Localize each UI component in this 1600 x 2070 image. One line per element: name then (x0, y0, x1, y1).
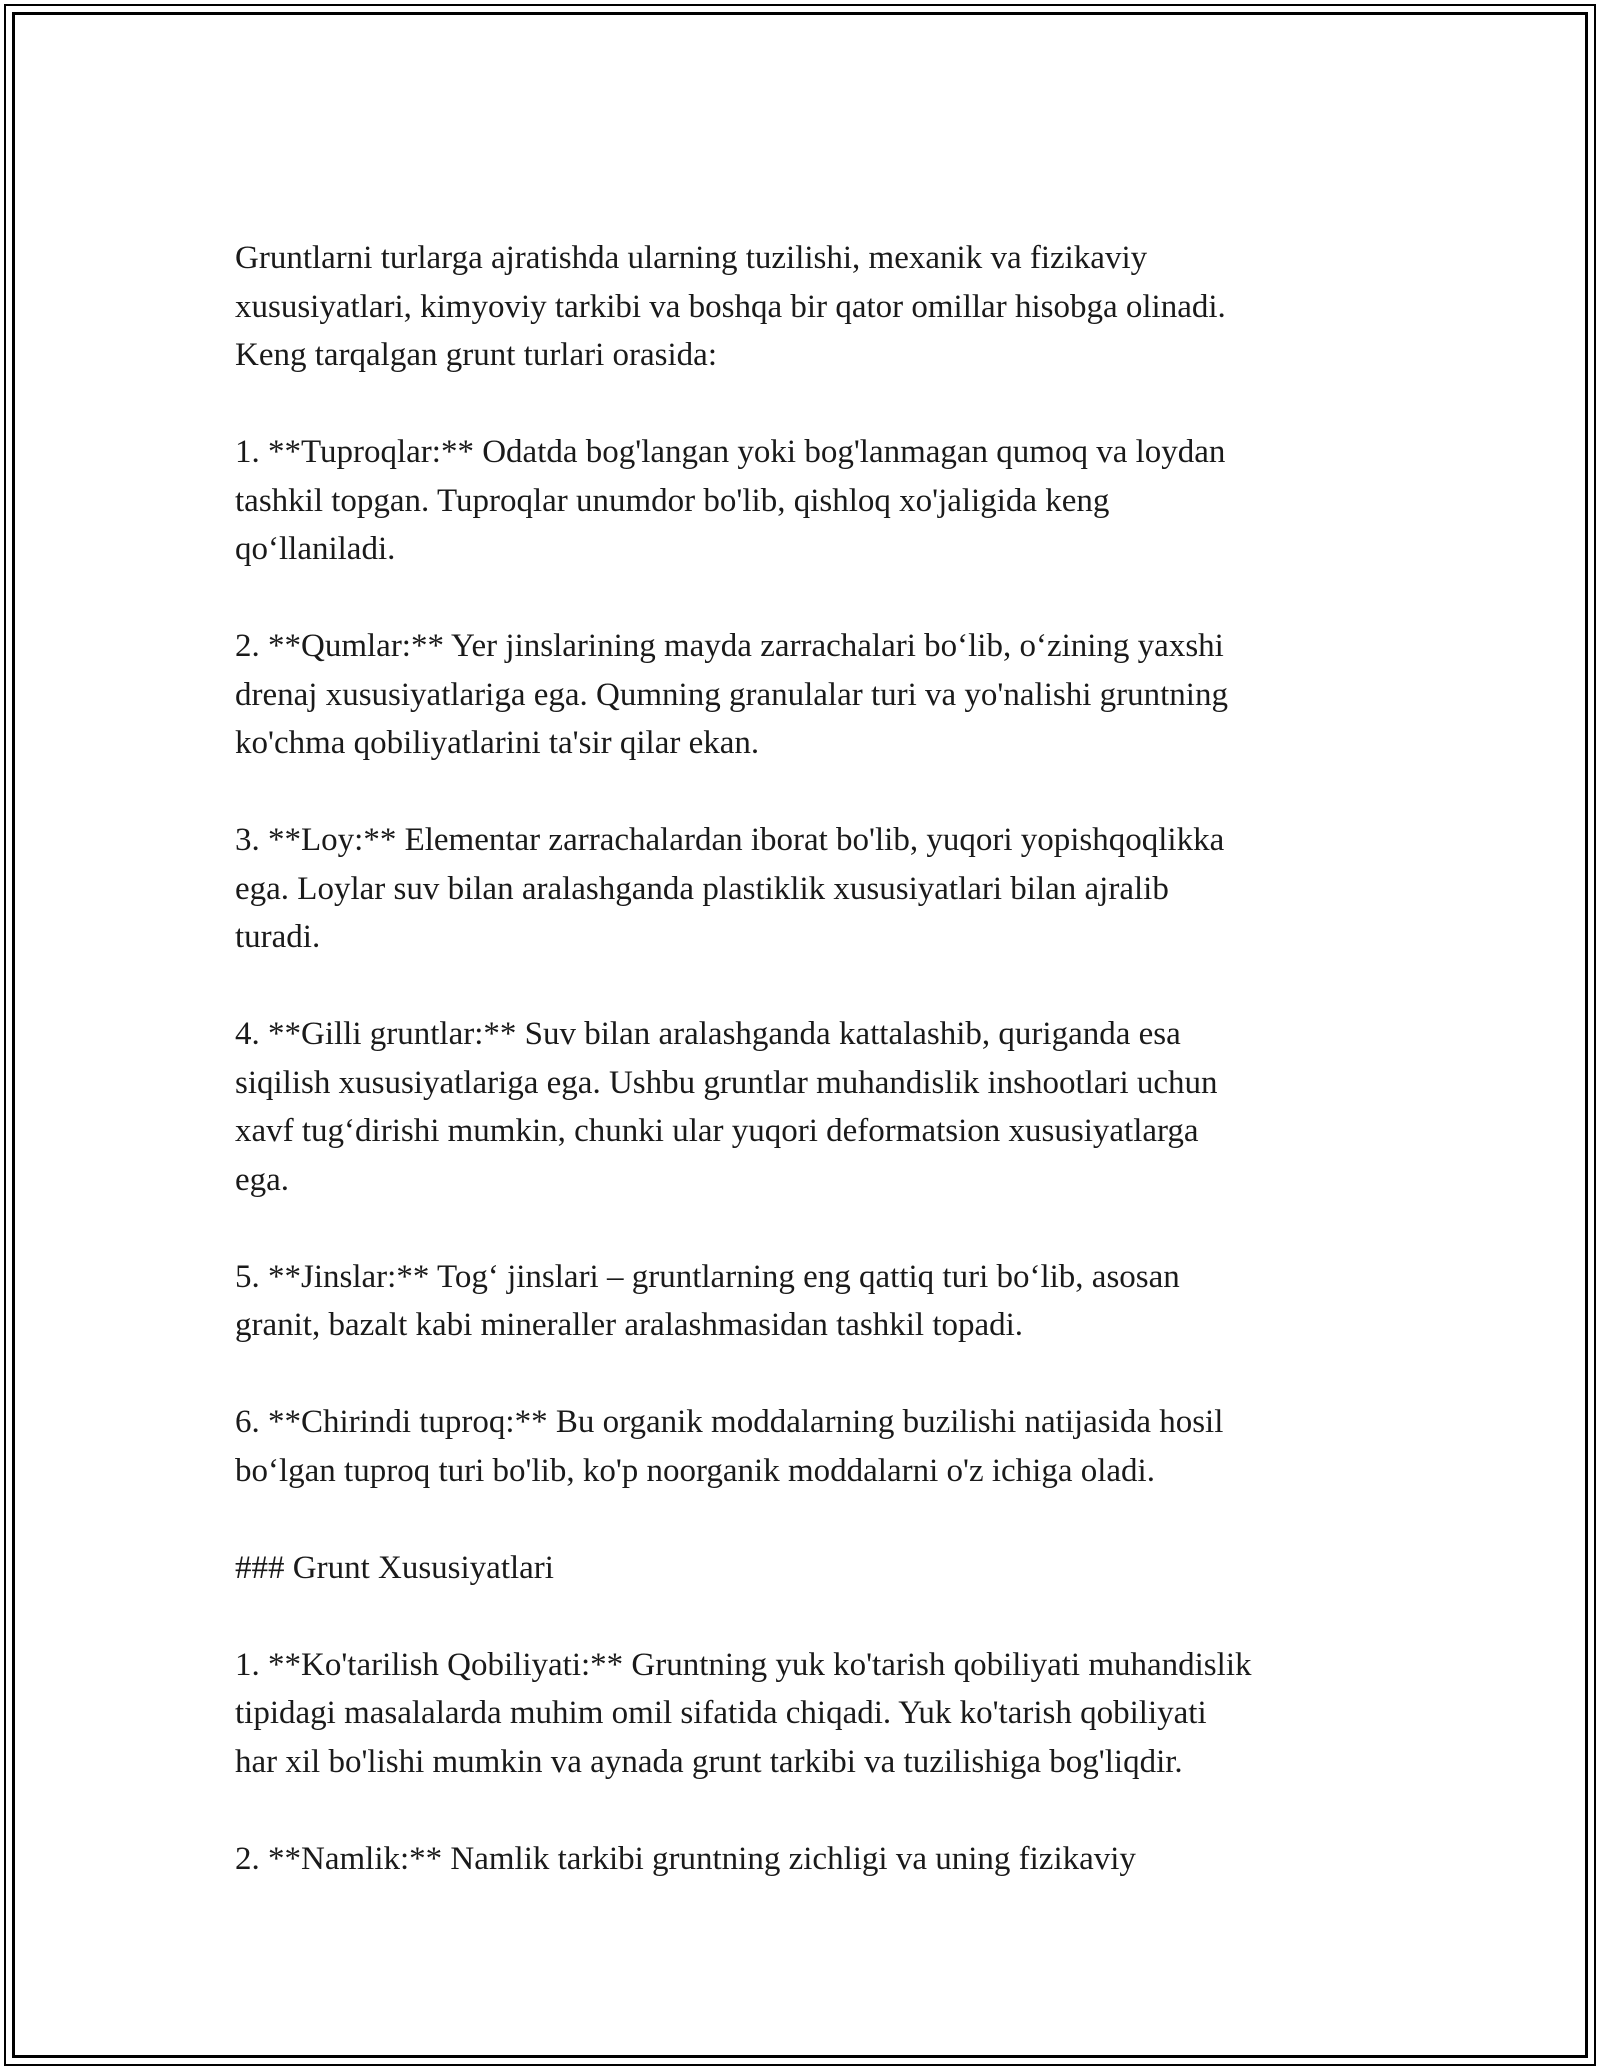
section-heading: ### Grunt Xususiyatlari (235, 1549, 554, 1586)
intro-paragraph: Gruntlarni turlarga ajratishda ularning tuzilishi, mexanik va fizikaviy xususiyatlari, kimyoviy tarkibi va boshqa bir qator omillar hisobga olinadi. Keng tarqalgan grunt turlari orasida: (235, 240, 1226, 373)
list-item-loy: 3. **Loy:** Elementar zarrachalardan iborat bo'lib, yuqori yopishqoqlikka ega. Loylar suv bilan aralashganda plastiklik xususiyatlari bilan ajralib turadi. (235, 822, 1225, 955)
list-item-gilli-gruntlar: 4. **Gilli gruntlar:** Suv bilan aralashganda kattalashib, quriganda esa siqilish xususiyatlariga ega. Ushbu gruntlar muhandislik inshootlari uchun xavf tug‘dirishi mumkin, chunki ular yuqori deformatsion xususiyatlarga ega. (235, 1016, 1218, 1198)
list-item-jinslar: 5. **Jinslar:** Tog‘ jinslari – gruntlarning eng qattiq turi bo‘lib, asosan granit, bazalt kabi mineraller aralashmasidan tashkil topadi. (235, 1258, 1180, 1343)
list-item-namlik: 2. **Namlik:** Namlik tarkibi gruntning zichligi va uning fizikaviy (235, 1840, 1136, 1877)
list-item-chirindi-tuproq: 6. **Chirindi tuproq:** Bu organik moddalarning buzilishi natijasida hosil bo‘lgan tuproq turi bo'lib, ko'p noorganik moddalarni o'z ichiga oladi. (235, 1404, 1224, 1489)
list-item-kotarilish-qobiliyati: 1. **Ko'tarilish Qobiliyati:** Gruntning yuk ko'tarish qobiliyati muhandislik tipidagi masalalarda muhim omil sifatida chiqadi. Yuk ko'tarish qobiliyati har xil bo'lishi mumkin va aynada grunt tarkibi va tuzilishiga bog'liqdir. (235, 1646, 1252, 1780)
list-item-qumlar: 2. **Qumlar:** Yer jinslarining mayda zarrachalari bo‘lib, o‘zining yaxshi drenaj xususiyatlariga ega. Qumning granulalar turi va yo'nalishi gruntning ko'chma qobiliyatlarini ta'sir qilar ekan. (235, 628, 1228, 761)
document-body (235, 234, 1395, 1883)
list-item-tuproqlar: 1. **Tuproqlar:** Odatda bog'langan yoki bog'lanmagan qumoq va loydan tashkil topgan. Tuproqlar unumdor bo'lib, qishloq xo'jaligida keng qo‘llaniladi. (235, 434, 1226, 567)
